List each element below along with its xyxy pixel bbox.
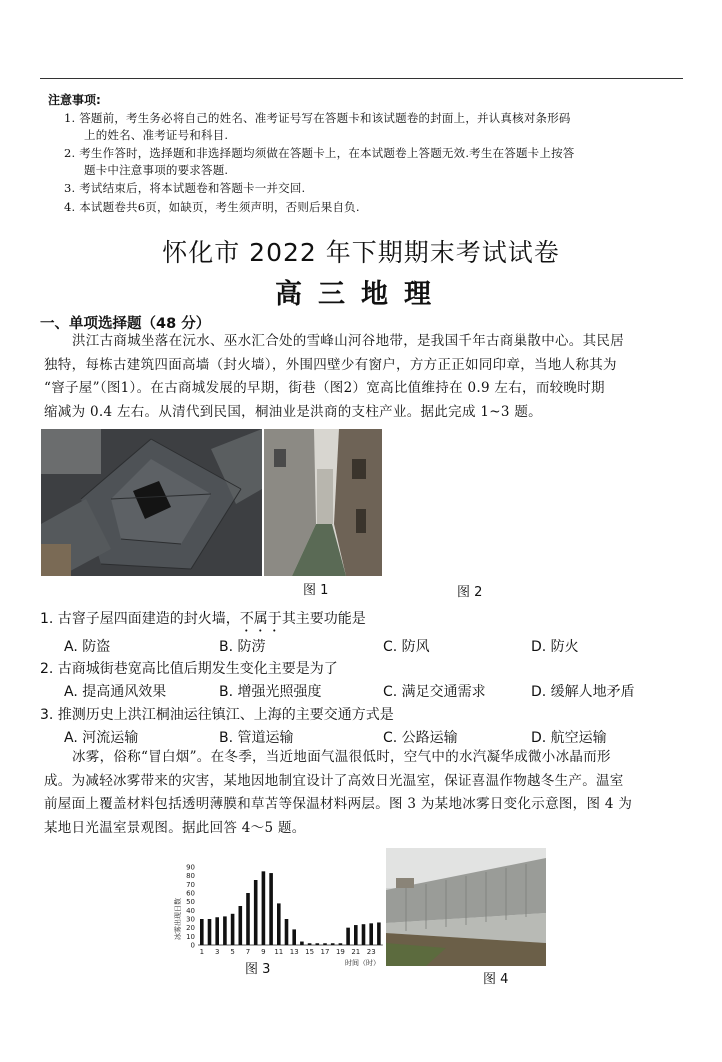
notice-item-3: 3. 考试结束后，将本试题卷和答题卡一并交回. bbox=[64, 181, 306, 195]
notice-item-1-cont: 上的姓名、准考证号和科目. bbox=[84, 128, 229, 142]
figure-3-ytick: 70 bbox=[186, 880, 195, 889]
question-1-text-end: 其主要功能是 bbox=[281, 611, 366, 627]
question-2-option-d[interactable]: D. 缓解人地矛盾 bbox=[531, 684, 635, 700]
question-2: 2. 古商城街巷宽高比值后期发生变化主要是为了 bbox=[40, 661, 338, 677]
figure-3-bar bbox=[239, 906, 243, 945]
question-1-option-d[interactable]: D. 防火 bbox=[531, 639, 579, 655]
figure-3-ytick: 80 bbox=[186, 872, 195, 881]
figure-3-xtick: 11 bbox=[274, 948, 284, 956]
figure-3-xtick: 21 bbox=[351, 948, 361, 956]
figure-3-ytick: 90 bbox=[186, 863, 195, 872]
passage-2 bbox=[44, 746, 684, 840]
figure-3-xtick: 19 bbox=[335, 948, 345, 956]
figure-3-bar bbox=[339, 943, 343, 945]
figure-3-bar bbox=[331, 943, 335, 945]
notice-item-2: 2. 考生作答时，选择题和非选择题均须做在答题卡上，在本试题卷上答题无效.考生在答题卡上按答 bbox=[64, 146, 575, 160]
figure-3-bar bbox=[354, 925, 358, 945]
figure-3-bar bbox=[285, 919, 289, 945]
figure-3-xtick: 1 bbox=[199, 948, 205, 956]
figure-3-xtick: 13 bbox=[289, 948, 299, 956]
notice-item-2-cont: 题卡中注意事项的要求答题. bbox=[84, 163, 229, 177]
figure-3-bar bbox=[346, 928, 350, 945]
question-1 bbox=[40, 608, 366, 635]
figure-3-ytick: 0 bbox=[190, 941, 195, 950]
figure-3-bar bbox=[292, 929, 296, 945]
figure-3-bar bbox=[362, 924, 366, 945]
figure-1-caption: 图 1 bbox=[303, 583, 329, 598]
figure-3-ylabel: 冰雾出现日数 bbox=[174, 898, 182, 940]
figure-3-xtick: 23 bbox=[366, 948, 376, 956]
figure-3-ytick: 60 bbox=[186, 889, 195, 898]
question-1-option-b[interactable]: B. 防涝 bbox=[219, 639, 266, 655]
figure-3-bar bbox=[369, 923, 373, 945]
question-1-option-c[interactable]: C. 防风 bbox=[383, 639, 430, 655]
question-2-option-b[interactable]: B. 增强光照强度 bbox=[219, 684, 322, 700]
figure-3-xtick: 17 bbox=[320, 948, 330, 956]
figure-3-xtick: 9 bbox=[261, 948, 266, 956]
passage-1-line: “窨子屋”（图1）。在古商城发展的早期，街巷（图2）宽高比值维持在 0.9 左右，而较晚时期 bbox=[44, 380, 605, 396]
figure-3-ytick: 20 bbox=[186, 924, 195, 933]
figure-3-bar bbox=[262, 871, 266, 945]
figure-3-bar bbox=[308, 943, 312, 945]
question-3: 3. 推测历史上洪江桐油运往镇江、上海的主要交通方式是 bbox=[40, 707, 394, 723]
figure-1-photo bbox=[41, 429, 262, 576]
figure-3-bar bbox=[223, 916, 227, 945]
figure-3-xlabel: 时间（时） bbox=[345, 959, 380, 967]
figure-3-xtick: 5 bbox=[230, 948, 235, 956]
notice-item-1: 1. 答题前，考生务必将自己的姓名、准考证号写在答题卡和该试题卷的封面上，并认真核对条形码 bbox=[64, 111, 571, 125]
passage-1 bbox=[44, 330, 684, 424]
passage-2-line: 成。为减轻冰雾带来的灾害，某地因地制宜设计了高效日光温室，保证喜温作物越冬生产。温室 bbox=[44, 772, 624, 789]
figure-3-bar bbox=[254, 880, 258, 945]
figure-3-xtick: 15 bbox=[305, 948, 315, 956]
question-2-option-c[interactable]: C. 满足交通需求 bbox=[383, 684, 486, 700]
passage-2-line: 某地日光温室景观图。据此回答 4～5 题。 bbox=[44, 819, 306, 836]
figure-3-bar bbox=[316, 943, 320, 945]
figure-3-bar bbox=[300, 942, 304, 945]
section-heading: 一、单项选择题（48 分） bbox=[40, 316, 211, 332]
figure-3-bar bbox=[200, 919, 204, 945]
figure-3-bar bbox=[208, 919, 212, 945]
question-1-option-a[interactable]: A. 防盗 bbox=[64, 639, 111, 655]
notice-item-4: 4. 本试题卷共6页，如缺页，考生须声明，否则后果自负. bbox=[64, 200, 360, 214]
notice-title: 注意事项: bbox=[48, 93, 101, 107]
passage-2-line: 冰雾，俗称“冒白烟”。在冬季，当近地面气温很低时，空气中的水汽凝华成微小冰晶而形 bbox=[72, 749, 611, 765]
figure-3-chart bbox=[170, 855, 385, 967]
figure-3-bar bbox=[377, 922, 381, 945]
figure-3-caption: 图 3 bbox=[245, 962, 271, 977]
figure-3-bar bbox=[277, 903, 281, 945]
figure-3-bar bbox=[323, 943, 327, 945]
figure-3-bar bbox=[269, 873, 273, 945]
figure-3-xtick: 7 bbox=[245, 948, 251, 956]
question-3-option-a[interactable]: A. 河流运输 bbox=[64, 730, 139, 746]
question-3-option-d[interactable]: D. 航空运输 bbox=[531, 730, 607, 746]
figure-3-ytick: 40 bbox=[186, 906, 195, 915]
figure-3-ytick: 10 bbox=[186, 932, 195, 941]
subject-title: 高三地理 bbox=[275, 279, 447, 310]
figure-4-photo bbox=[386, 848, 546, 966]
figure-3-ytick: 50 bbox=[186, 898, 195, 907]
figure-2-caption: 图 2 bbox=[457, 585, 483, 600]
question-1-emphasis: 不属于 bbox=[239, 611, 282, 627]
figure-3-bar bbox=[231, 914, 235, 945]
figure-3-bar bbox=[215, 917, 219, 945]
question-3-option-b[interactable]: B. 管道运输 bbox=[219, 730, 294, 746]
figure-4-caption: 图 4 bbox=[483, 972, 509, 987]
passage-1-line: 缩减为 0.4 左右。从清代到民国，桐油业是洪商的支柱产业。据此完成 1~3 题。 bbox=[44, 403, 542, 420]
figure-2-photo bbox=[264, 429, 382, 576]
figure-3-xtick: 3 bbox=[214, 948, 220, 956]
passage-1-line: 洪江古商城坐落在沅水、巫水汇合处的雪峰山河谷地带，是我国千年古商巢散中心。其民居 bbox=[72, 333, 624, 349]
figure-3-bar bbox=[246, 893, 250, 945]
question-3-option-c[interactable]: C. 公路运输 bbox=[383, 730, 458, 746]
exam-title: 怀化市 2022 年下期期末考试试卷 bbox=[162, 238, 560, 267]
question-1-text: 1. 古窨子屋四面建造的封火墙， bbox=[40, 611, 240, 627]
figure-3-ytick: 30 bbox=[186, 915, 195, 924]
question-2-option-a[interactable]: A. 提高通风效果 bbox=[64, 684, 167, 700]
header-rule bbox=[40, 78, 683, 79]
passage-1-line: 独特，每栋古建筑四面高墙（封火墙），外围四壁少有窗户，方方正正如同印章，当地人称其为 bbox=[44, 356, 617, 373]
passage-2-line: 前屋面上覆盖材料包括透明薄膜和草苫等保温材料两层。图 3 为某地冰雾日变化示意图，图 4 为 bbox=[44, 796, 633, 812]
